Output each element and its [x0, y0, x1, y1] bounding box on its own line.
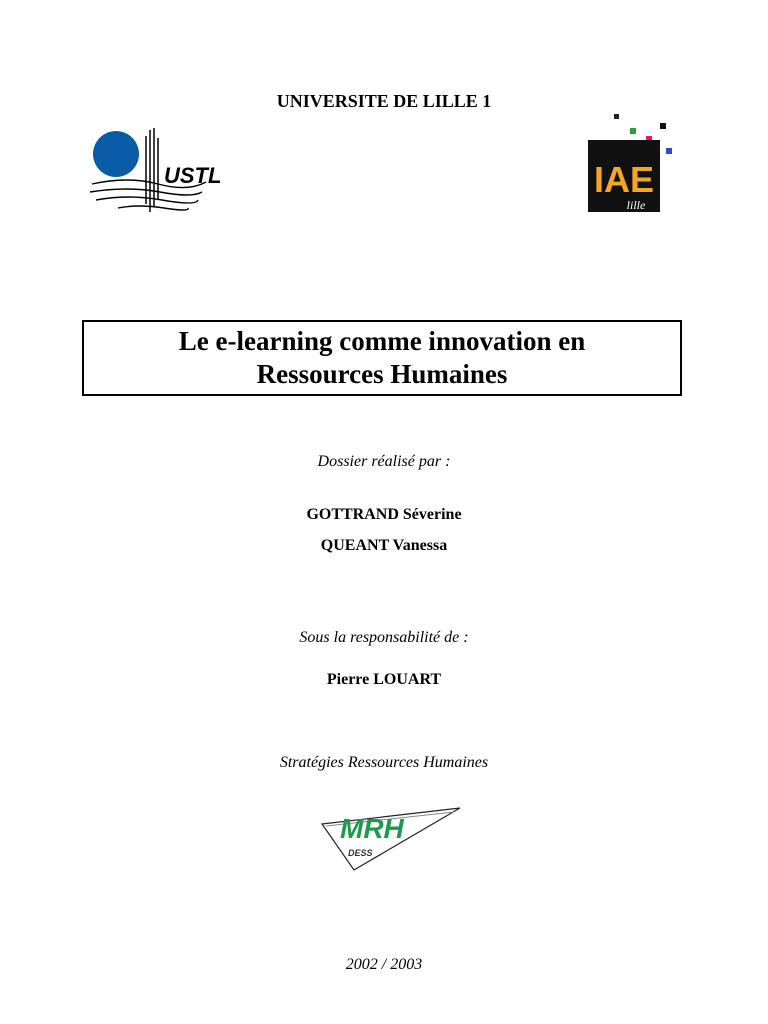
- mrh-logo-sub: DESS: [348, 848, 373, 858]
- ustl-logo-circle: [93, 131, 139, 177]
- iae-logo: [584, 112, 674, 216]
- iae-logo-text: IAE: [593, 159, 655, 200]
- academic-year: 2002 / 2003: [345, 956, 423, 973]
- supervisor-label: Sous la responsabilité de :: [299, 629, 469, 646]
- ustl-logo-text: USTL: [164, 163, 222, 188]
- university-name: UNIVERSITE DE LILLE 1: [276, 91, 492, 111]
- authors-label: Dossier réalisé par :: [317, 453, 451, 470]
- program-name: Stratégies Ressources Humaines: [279, 754, 489, 771]
- author-name-1: GOTTRAND Séverine: [306, 506, 462, 523]
- document-title-line-2: Ressources Humaines: [256, 359, 508, 389]
- supervisor-name: Pierre LOUART: [326, 671, 442, 688]
- iae-logo-sub: lille: [626, 198, 646, 212]
- mrh-logo-text: MRH: [340, 813, 404, 844]
- ustl-logo: [88, 124, 233, 216]
- document-title-line-1: Le e-learning comme innovation en: [178, 326, 586, 356]
- mrh-logo: [314, 800, 464, 882]
- author-name-2: QUEANT Vanessa: [320, 537, 448, 554]
- document-title-box: [82, 320, 682, 396]
